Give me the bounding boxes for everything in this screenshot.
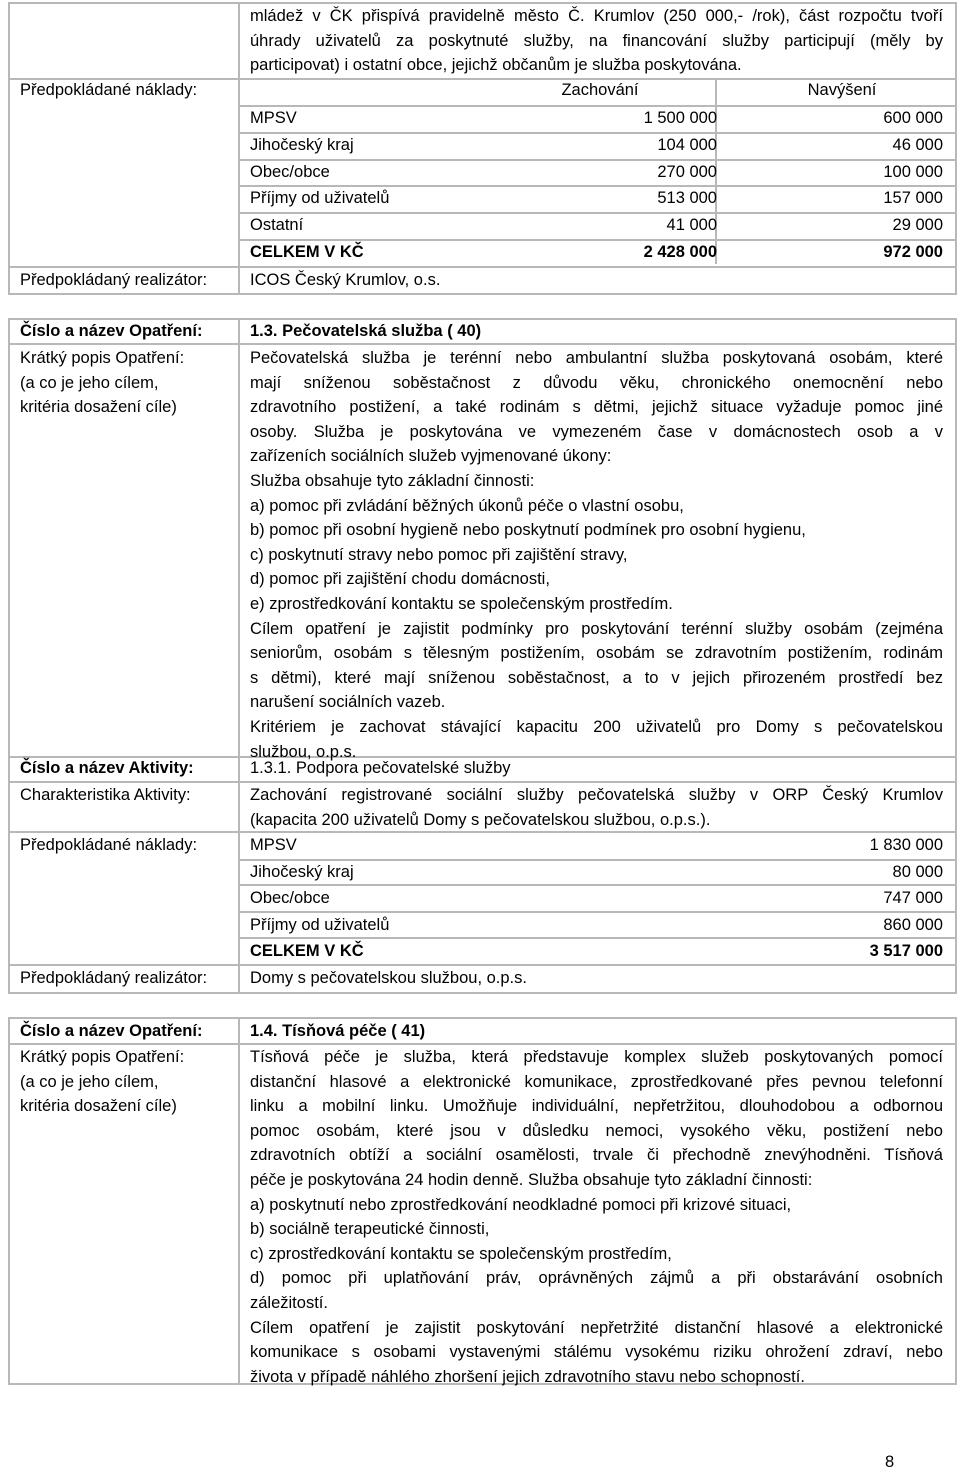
text-line: d) pomoc při zajištění chodu domácnosti, [250, 570, 550, 589]
text-line: linku a mobilní linku. Umožňuje individuální, nepřetržitou, dlouhodobou a odbornou [250, 1097, 943, 1116]
costs-label: Předpokládané náklady: [20, 81, 198, 99]
text-line: péče je poskytována 24 hodin denně. Služba obsahuje tyto základní činnosti: [250, 1170, 813, 1189]
text-line: osoby. Služba je poskytována ve vymezeném čase v domácnostech osob a v [250, 422, 943, 441]
cost-item-increase: 100 000 [883, 163, 943, 181]
text-line: Cílem opatření je zajistit podmínky pro poskytování terénní služby osobám (zejména [250, 619, 943, 638]
measure-label: Číslo a název Opatření: [20, 1022, 203, 1040]
description-label [20, 346, 184, 420]
intro-paragraph [250, 4, 943, 78]
characteristic-text [250, 783, 943, 832]
label-line: Krátký popis Opatření: [20, 349, 185, 367]
cost-item-name: Jihočeský kraj [250, 863, 354, 881]
text-line: c) poskytnutí stravy nebo pomoc při zajištění stravy, [250, 545, 628, 564]
cost-item-name: Jihočeský kraj [250, 136, 354, 154]
description-text [250, 1045, 943, 1389]
text-line: pomoc osobám, které jsou v důsledku nemoci, vysokého věku, postižení nebo [250, 1121, 943, 1140]
implementer-value: ICOS Český Krumlov, o.s. [250, 271, 441, 289]
cost-item-increase: 157 000 [883, 189, 943, 207]
cost-item-increase: 600 000 [883, 109, 943, 127]
text-line: záležitostí. [250, 1293, 328, 1312]
text-line: komunikace s osobami vystavenými stálému vysokému riziku ohrožení zdraví, nebo [250, 1343, 943, 1362]
cost-item-name: Ostatní [250, 216, 304, 234]
text-line: života v případě náhlého zhoršení jejich zdravotního stavu nebo schopností. [250, 1367, 805, 1386]
cost-item-value: 1 830 000 [869, 836, 943, 854]
cost-item-keep: 104 000 [657, 136, 717, 154]
text-line: narušení sociálních vazeb. [250, 693, 446, 712]
cost-item-value: 80 000 [892, 863, 943, 881]
text-line: c) zprostředkování kontaktu se společenským prostředím, [250, 1244, 672, 1263]
text-line: a) poskytnutí nebo zprostředkování neodkladné pomoci při krizové situaci, [250, 1195, 792, 1214]
characteristic-label: Charakteristika Aktivity: [20, 786, 191, 804]
cost-item-keep: 2 428 000 [643, 243, 717, 261]
text-line: úhrady uživatelů za poskytnuté služby, na financování služby participují (měly by [250, 31, 943, 50]
text-line: d) pomoc při uplatňování práv, oprávněných zájmů a při obstarávání osobních [250, 1269, 943, 1288]
page-number: 8 [885, 1453, 895, 1471]
cost-item-name: MPSV [250, 836, 297, 854]
description-text [250, 346, 943, 764]
text-line: mají sníženou soběstačnost z důvodu věku, chronického onemocnění nebo [250, 373, 943, 392]
text-line: b) sociálně terapeutické činnosti, [250, 1220, 490, 1239]
cost-item-value: 860 000 [883, 916, 943, 934]
implementer-value: Domy s pečovatelskou službou, o.p.s. [250, 969, 527, 987]
cost-item-value: 3 517 000 [869, 942, 943, 960]
cost-item-name: Obec/obce [250, 889, 330, 907]
text-line: zdravotních obtíží a sociální osamělosti, trvale či přechodně znevýhodněni. Tísňová [250, 1146, 943, 1165]
text-line: e) zprostředkování kontaktu se společenským prostředím. [250, 594, 673, 613]
text-line: distanční hlasové a elektronické komunikace, zprostředkované přes pevnou telefonní [250, 1072, 943, 1091]
text-line: Služba obsahuje tyto základní činnosti: [250, 471, 535, 490]
implementer-label: Předpokládaný realizátor: [20, 969, 208, 987]
text-line: Zachování registrované sociální služby pečovatelská služby v ORP Český Krumlov [250, 786, 943, 804]
text-line: (kapacita 200 uživatelů Domy s pečovatelskou službou, o.p.s.). [250, 810, 711, 829]
cost-item-name: CELKEM V KČ [250, 942, 364, 960]
cost-item-name: Příjmy od uživatelů [250, 189, 390, 207]
text-line: zařízeních sociálních služeb vyjmenované úkony: [250, 447, 612, 466]
cost-item-increase: 972 000 [883, 243, 943, 261]
cost-item-keep: 1 500 000 [643, 109, 717, 127]
activity-label: Číslo a název Aktivity: [20, 759, 194, 777]
text-line: mládež v ČK přispívá pravidelně město Č. Krumlov (250 000,- /rok), část rozpočtu tvoří [250, 7, 943, 25]
label-line: (a co je jeho cílem, [20, 373, 159, 392]
label-line: Krátký popis Opatření: [20, 1048, 185, 1066]
label-line: (a co je jeho cílem, [20, 1072, 159, 1091]
label-line: kritéria dosažení cíle) [20, 1097, 177, 1116]
text-line: Cílem opatření je zajistit poskytování nepřetržité distanční hlasové a elektronické [250, 1318, 943, 1337]
cost-item-name: Obec/obce [250, 163, 330, 181]
cost-item-keep: 41 000 [666, 216, 717, 234]
measure-title: 1.3. Pečovatelská služba ( 40) [250, 322, 482, 340]
text-line: a) pomoc při zvládání běžných úkonů péče o vlastní osobu, [250, 496, 684, 515]
text-line: s dětmi), které mají sníženou soběstačnost, a to v jejich přirozeném prostředí bez [250, 668, 943, 687]
cost-item-keep: 513 000 [657, 189, 717, 207]
column-header-keep: Zachování [561, 81, 639, 99]
cost-item-increase: 29 000 [892, 216, 943, 234]
activity-title: 1.3.1. Podpora pečovatelské služby [250, 759, 511, 777]
description-label [20, 1045, 184, 1119]
label-line: kritéria dosažení cíle) [20, 398, 177, 417]
cost-item-name: MPSV [250, 109, 297, 127]
cost-item-increase: 46 000 [892, 136, 943, 154]
text-line: Pečovatelská služba je terénní nebo ambulantní služba poskytovaná osobám, které [250, 349, 943, 367]
column-header-increase: Navýšení [807, 81, 877, 99]
text-line: službou, o.p.s. [250, 742, 357, 761]
cost-item-keep: 270 000 [657, 163, 717, 181]
text-line: Kritériem je zachovat stávající kapacitu 200 uživatelů pro Domy s pečovatelskou [250, 717, 943, 736]
text-line: seniorům, osobám s tělesným postižením, osobám se zdravotním postižením, rodinám [250, 644, 943, 663]
text-line: participovat) i ostatní obce, jejichž občanům je služba poskytována. [250, 56, 742, 75]
text-line: zdravotního postižení, a také rodinám s dětmi, jejichž situace vyžaduje pomoc jiné [250, 398, 943, 417]
cost-item-name: Příjmy od uživatelů [250, 916, 390, 934]
measure-title: 1.4. Tísňová péče ( 41) [250, 1022, 426, 1040]
measure-label: Číslo a název Opatření: [20, 322, 203, 340]
text-line: b) pomoc při osobní hygieně nebo poskytnutí podmínek pro osobní hygienu, [250, 521, 806, 540]
cost-item-name: CELKEM V KČ [250, 243, 364, 261]
text-line: Tísňová péče je služba, která představuje komplex služeb poskytovaných pomocí [250, 1048, 943, 1066]
costs-label: Předpokládané náklady: [20, 836, 198, 854]
cost-item-value: 747 000 [883, 889, 943, 907]
implementer-label: Předpokládaný realizátor: [20, 271, 208, 289]
